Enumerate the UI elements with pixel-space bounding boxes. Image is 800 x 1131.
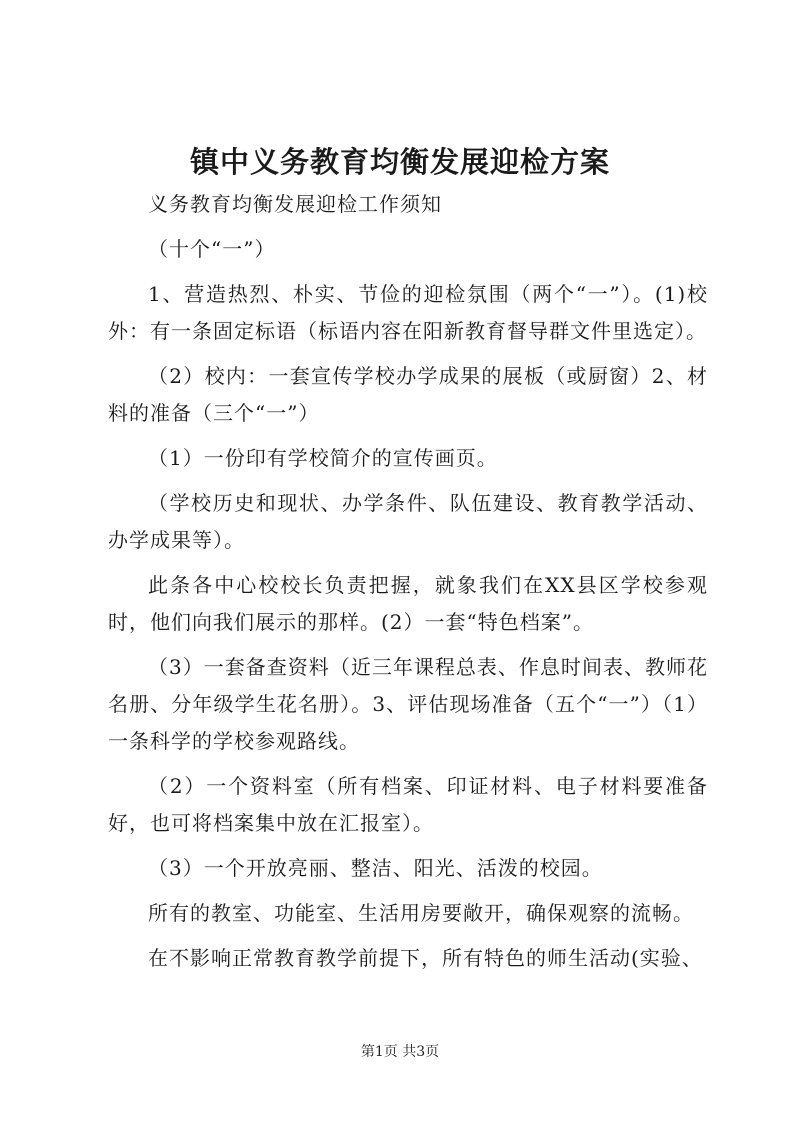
paragraph: 所有的教室、功能室、生活用房要敞开，确保观察的流畅。 <box>148 901 694 925</box>
paragraph: 义务教育均衡发展迎检工作须知 <box>148 192 442 216</box>
paragraph: （2）一个资料室（所有档案、印证材料、电子材料要准备好，也可将档案集中放在汇报室）。 <box>108 774 708 835</box>
paragraph: （十个“一”） <box>148 237 276 261</box>
paragraph: （1）一份印有学校简介的宣传画页。 <box>148 446 498 470</box>
paragraph: 在不影响正常教育教学前提下，所有特色的师生活动(实验、 <box>148 946 703 970</box>
paragraph: （2）校内：一套宣传学校办学成果的展板（或厨窗）2、材料的准备（三个“一”） <box>108 364 708 425</box>
page-indicator: 第1页 共3页 <box>360 1044 440 1060</box>
paragraph: （学校历史和现状、办学条件、队伍建设、教育教学活动、办学成果等）。 <box>108 491 708 552</box>
paragraph: （3）一套备查资料（近三年课程总表、作息时间表、教师花名册、分年级学生花名册）。3、评估现场准备（五个“一”）（1）一条科学的学校参观路线。 <box>108 655 708 753</box>
paragraph: 此条各中心校校长负责把握，就象我们在XX县区学校参观时，他们向我们展示的那样。(2）一套“特色档案”。 <box>108 573 708 634</box>
document-body <box>108 186 708 985</box>
paragraph: （3）一个开放亮丽、整洁、阳光、活泼的校园。 <box>148 856 603 880</box>
document-title: 镇中义务教育均衡发展迎检方案 <box>189 145 610 179</box>
paragraph: 1、营造热烈、朴实、节俭的迎检氛围（两个“一”）。(1)校外：有一条固定标语（标语内容在阳新教育督导群文件里选定）。 <box>108 282 708 343</box>
